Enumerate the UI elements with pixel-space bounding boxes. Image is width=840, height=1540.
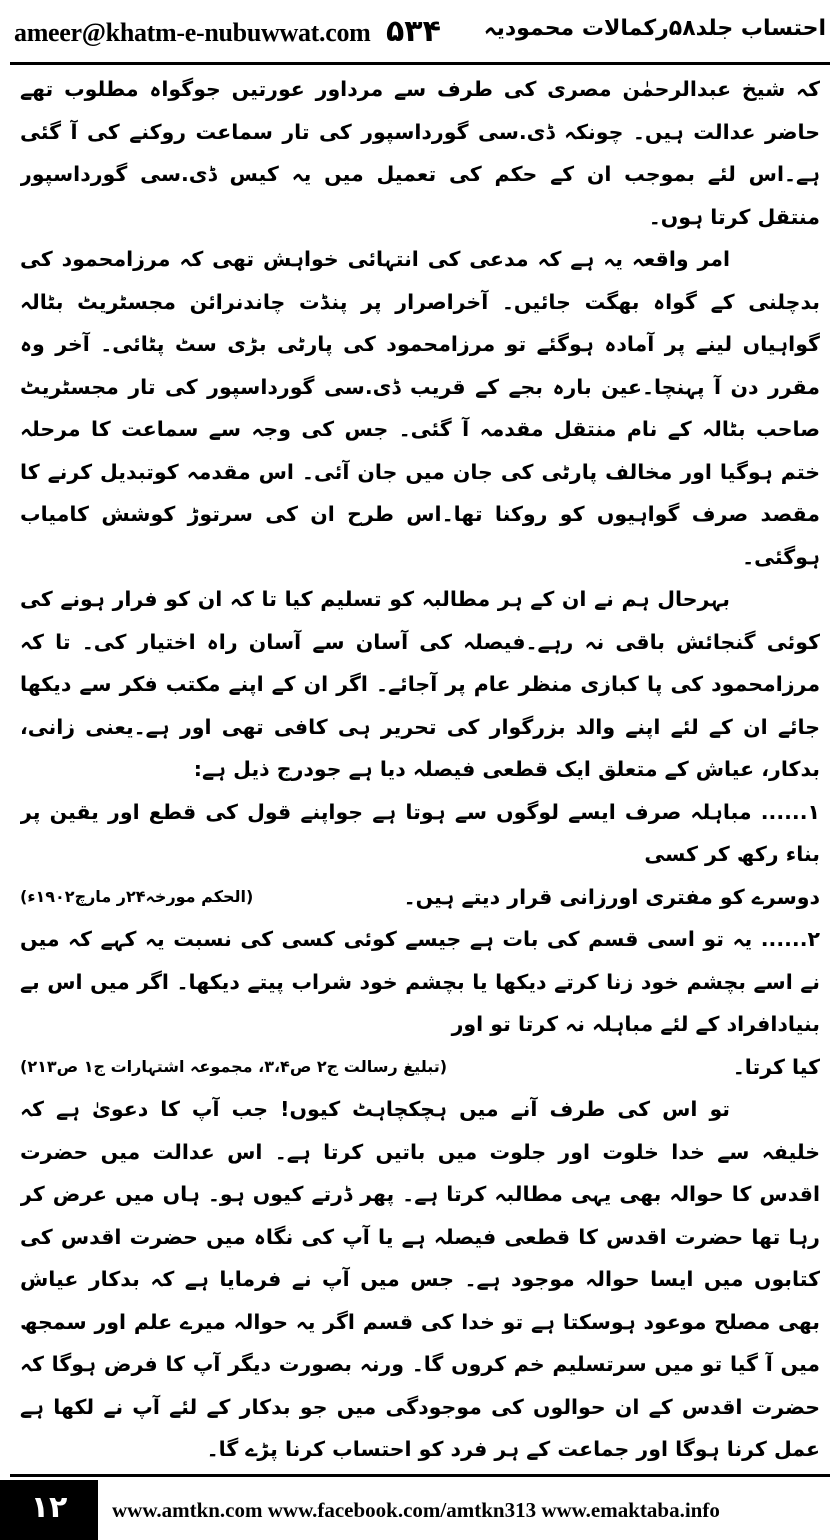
text-line: اگر ان کے اپنے مکتب فکر سے دیکھا جائے ان کے لئے اپنے والد بزرگوار کی تحریر ہی کافی تھی اور bbox=[20, 672, 820, 739]
footer-urls: www.amtkn.com www.facebook.com/amtkn313 www.emaktaba.info bbox=[112, 1498, 720, 1522]
text-line: رہے۔فیصلہ کی آسان سے آسان راہ اختیار کی۔ تا کہ مرزامحمود کی پا کبازی منظر عام پر آجائے۔ bbox=[20, 629, 820, 696]
text-line: بھی مصلح موعود ہوسکتا ہے تو خدا کی قسم اگر یہ حوالہ میرے علم اور سمجھ میں آ گیا تو میں سرتسلیم خم کروں bbox=[20, 1309, 820, 1376]
quote-1-end bbox=[20, 876, 820, 919]
text-line: کے لئے آپ نے لکھا ہے عمل کرنا ہوگا اور جماعت کے ہر فرد کو احتساب کرنا پڑے گا۔ bbox=[20, 1394, 820, 1461]
text-line: مجسٹریٹ صاحب بٹالہ کے نام منتقل مقدمہ آ گئی۔ جس کی وجہ سے سماعت کا مرحلہ ختم ہوگیا اور bbox=[20, 374, 820, 484]
page-header bbox=[0, 0, 840, 66]
header-divider bbox=[10, 62, 830, 65]
footer-divider bbox=[10, 1474, 830, 1477]
text-line: مخالف پارٹی کی جان میں جان آئی۔ اس مقدمہ کوتبدیل کرنے کا مقصد صرف گواہیوں کو روکنا bbox=[20, 459, 820, 526]
text-line: کیا کرتا۔ bbox=[732, 1054, 820, 1079]
text-line: امر واقعہ یہ ہے کہ مدعی کی انتہائی خواہش تھی کہ مرزامحمود کی بدچلنی کے گواہ بھگت bbox=[20, 247, 820, 314]
header-page-number: ۵۳۴ bbox=[386, 14, 441, 49]
quote-1 bbox=[20, 791, 820, 876]
text-line: مباہلہ صرف ایسے لوگوں سے ہوتا ہے جواپنے قول کی قطع اور یقین پر بناء رکھ کر کسی bbox=[20, 799, 820, 866]
text-line: میں حضرت اقدس کی کتابوں میں ایسا حوالہ موجود ہے۔ جس میں آپ نے فرمایا ہے کہ بدکار عیاش bbox=[20, 1224, 820, 1291]
text-line: تھا۔اس طرح ان کی سرتوڑ کوشش کامیاب ہوگئی۔ bbox=[20, 502, 820, 569]
text-line: خلوت اور جلوت میں باتیں کرتا ہے۔ اس عدالت میں حضرت اقدس کا حوالہ بھی یہی مطالبہ کرتا bbox=[20, 1139, 820, 1206]
paragraph-2 bbox=[20, 238, 820, 578]
page-body bbox=[20, 68, 820, 1472]
text-line: بہرحال ہم نے ان کے ہر مطالبہ کو تسلیم کیا تا کہ ان کو فرار ہونے کی کوئی گنجائش باقی نہ bbox=[20, 587, 820, 654]
quote-2-end bbox=[20, 1046, 820, 1089]
quote-2 bbox=[20, 918, 820, 1046]
footer-page-box: ۱۲ bbox=[0, 1480, 98, 1540]
text-line: کہ شیخ عبدالرحمٰن مصری کی طرف سے مرداور عورتیں جوگواہ مطلوب تھے حاضر عدالت ہیں۔ چونکہ bbox=[20, 77, 820, 144]
text-line: تو اس کی طرف آنے میں ہچکچاہٹ کیوں! جب آپ کا دعویٰ ہے کہ خلیفہ سے خدا bbox=[20, 1097, 820, 1164]
paragraph-4 bbox=[20, 1088, 820, 1471]
page-footer bbox=[0, 1474, 840, 1540]
text-line: کرتے دیکھا یا بچشم خود شراب پیتے دیکھا۔ اگر میں اس بے بنیادافراد کے لئے مباہلہ نہ کرتا تو اور bbox=[20, 969, 820, 1036]
text-line: یہ تو اسی قسم کی بات ہے جیسے کوئی کسی کی نسبت یہ کہے کہ میں نے اسے بچشم خود زنا bbox=[20, 927, 820, 994]
paragraph-1 bbox=[20, 68, 820, 238]
text-line: ڈی.سی گورداسپور کی تار سماعت روکنے کی آ گئی ہے۔اس لئے بموجب ان کے حکم کی تعمیل میں یہ bbox=[20, 119, 820, 186]
text-line: دوسرے کو مفتری اورزانی قرار دیتے ہیں۔ bbox=[403, 884, 820, 909]
header-book-title: احتساب جلد۵۸رکمالات محمودیہ bbox=[483, 16, 826, 41]
text-line: ہے۔ پھر ڈرتے کیوں ہو۔ ہاں میں عرض کر رہا تھا حضرت اقدس کا قطعی فیصلہ ہے یا آپ کی نگاہ bbox=[20, 1182, 820, 1249]
item-number: ۱...... bbox=[760, 799, 820, 824]
text-line: گا۔ ورنہ بصورت دیگر آپ کا فرض ہوگا کہ حضرت اقدس کے ان حوالوں کی موجودگی میں جو بدکار bbox=[20, 1352, 820, 1419]
text-line: جائیں۔ آخراصرار پر پنڈت چاندنرائن مجسٹریٹ بٹالہ گواہیاں لینے پر آمادہ ہوگئے تو مرزامحمود کی bbox=[20, 289, 820, 356]
citation-2: (تبلیغ رسالت ج۲ ص۳،۴، مجموعہ اشتہارات ج۱ ص۲۱۳) bbox=[20, 1056, 448, 1076]
header-email: ameer@khatm-e-nubuwwat.com bbox=[14, 18, 371, 47]
item-number: ۲...... bbox=[760, 927, 820, 951]
text-line: کیس ڈی.سی گورداسپور منتقل کرتا ہوں۔ bbox=[20, 162, 820, 229]
text-line: ہے۔یعنی زانی، بدکار، عیاش کے متعلق ایک قطعی فیصلہ دیا ہے جودرج ذیل ہے: bbox=[20, 714, 820, 781]
text-line: پارٹی بڑی سٹ پٹائی۔ آخر وہ مقرر دن آ پہنچا۔عین بارہ بجے کے قریب ڈی.سی گورداسپور کی تار bbox=[20, 332, 820, 399]
paragraph-3 bbox=[20, 578, 820, 791]
citation-1: (الحکم مورخہ۲۴ر مارچ۱۹۰۲ء) bbox=[20, 886, 254, 906]
